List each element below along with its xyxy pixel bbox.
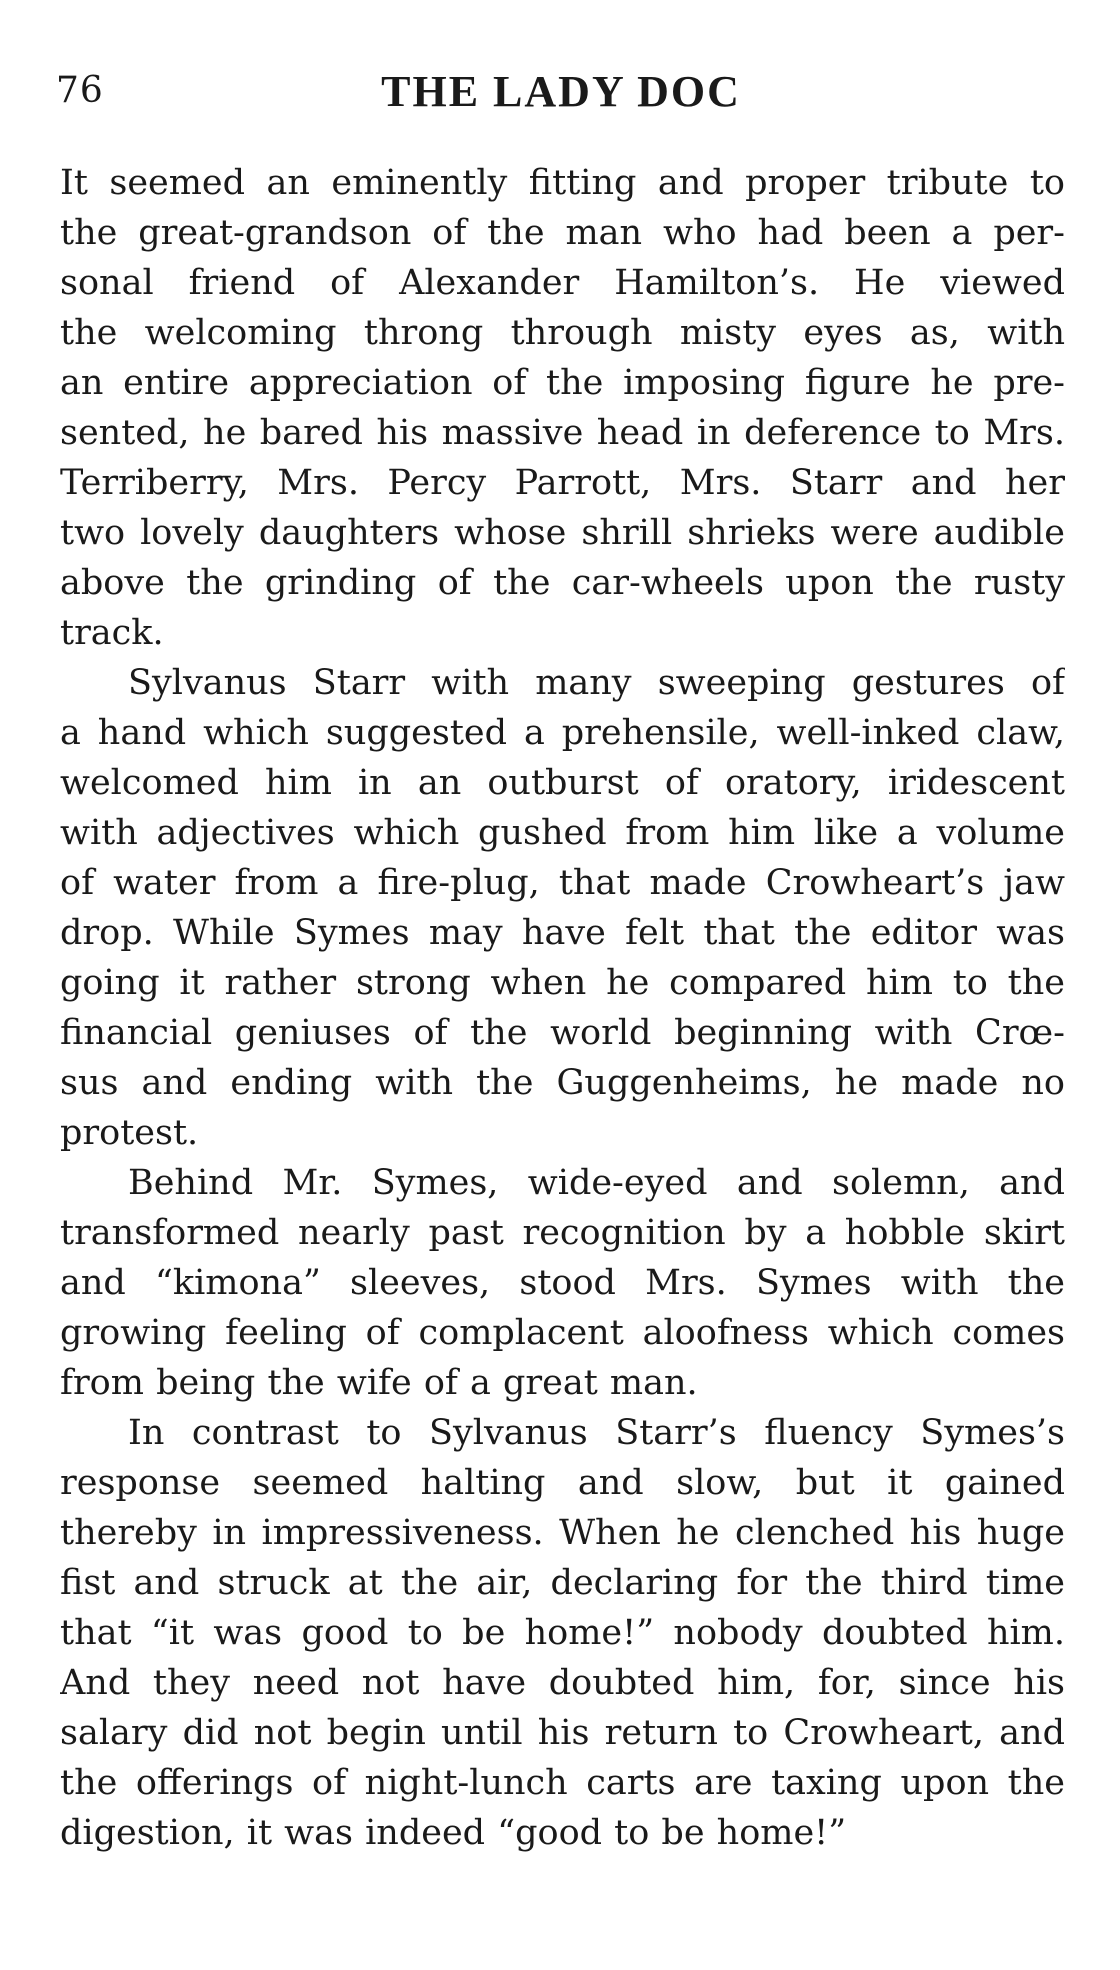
text-line: the offerings of night-lunch carts are taxing upon the [60,1763,1065,1803]
text-line: sonal friend of Alexander Hamilton’s. He viewed [60,263,1065,303]
paragraph-2 [60,658,1065,1158]
text-line: Terriberry, Mrs. Percy Parrott, Mrs. Starr and her [60,463,1065,503]
paragraph-4 [60,1408,1065,1858]
text-line: with adjectives which gushed from him like a volume [60,813,1065,853]
text-line: And they need not have doubted him, for, since his [60,1663,1065,1703]
running-title: THE LADY DOC [381,67,741,116]
text-line: of water from a fire-plug, that made Crowheart’s jaw [60,863,1065,903]
text-line: and “kimona” sleeves, stood Mrs. Symes with the [60,1263,1065,1303]
text-line: Behind Mr. Symes, wide-eyed and solemn, and [128,1163,1065,1203]
paragraph-3 [60,1158,1065,1408]
text-line: a hand which suggested a prehensile, well-inked claw, [60,713,1065,753]
text-line: sented, he bared his massive head in deference to Mrs. [60,413,1065,453]
text-line: drop. While Symes may have felt that the editor was [60,913,1065,953]
text-line: an entire appreciation of the imposing figure he pre- [60,363,1065,403]
text-line: above the grinding of the car-wheels upon the rusty [60,563,1065,603]
text-line: growing feeling of complacent aloofness which comes [60,1313,1065,1353]
text-line: It seemed an eminently fitting and proper tribute to [60,163,1065,203]
text-line: fist and struck at the air, declaring for the third time [60,1563,1065,1603]
text-line: In contrast to Sylvanus Starr’s fluency Symes’s [128,1413,1065,1453]
text-line: going it rather strong when he compared him to the [60,963,1065,1003]
text-line: two lovely daughters whose shrill shrieks were audible [60,513,1065,553]
text-line: from being the wife of a great man. [60,1363,698,1403]
paragraph-1 [60,158,1065,658]
text-line: that “it was good to be home!” nobody doubted him. [60,1613,1065,1653]
text-line: the welcoming throng through misty eyes as, with [60,313,1065,353]
text-line: track. [60,613,164,653]
page-number: 76 [56,70,104,111]
text-line: Sylvanus Starr with many sweeping gestures of [128,663,1065,703]
text-line: the great-grandson of the man who had been a per- [60,213,1065,253]
text-line: sus and ending with the Guggenheims, he made no [60,1063,1065,1103]
text-line: response seemed halting and slow, but it gained [60,1463,1065,1503]
text-line: thereby in impressiveness. When he clenched his huge [60,1513,1065,1553]
text-line: digestion, it was indeed “good to be home!” [60,1813,847,1853]
text-line: protest. [60,1113,199,1153]
text-line: transformed nearly past recognition by a hobble skirt [60,1213,1065,1253]
running-head [56,62,1066,122]
text-line: welcomed him in an outburst of oratory, iridescent [60,763,1065,803]
text-line: financial geniuses of the world beginning with Crœ- [60,1013,1065,1053]
text-line: salary did not begin until his return to Crowheart, and [60,1713,1065,1753]
body-text [60,158,1065,1858]
